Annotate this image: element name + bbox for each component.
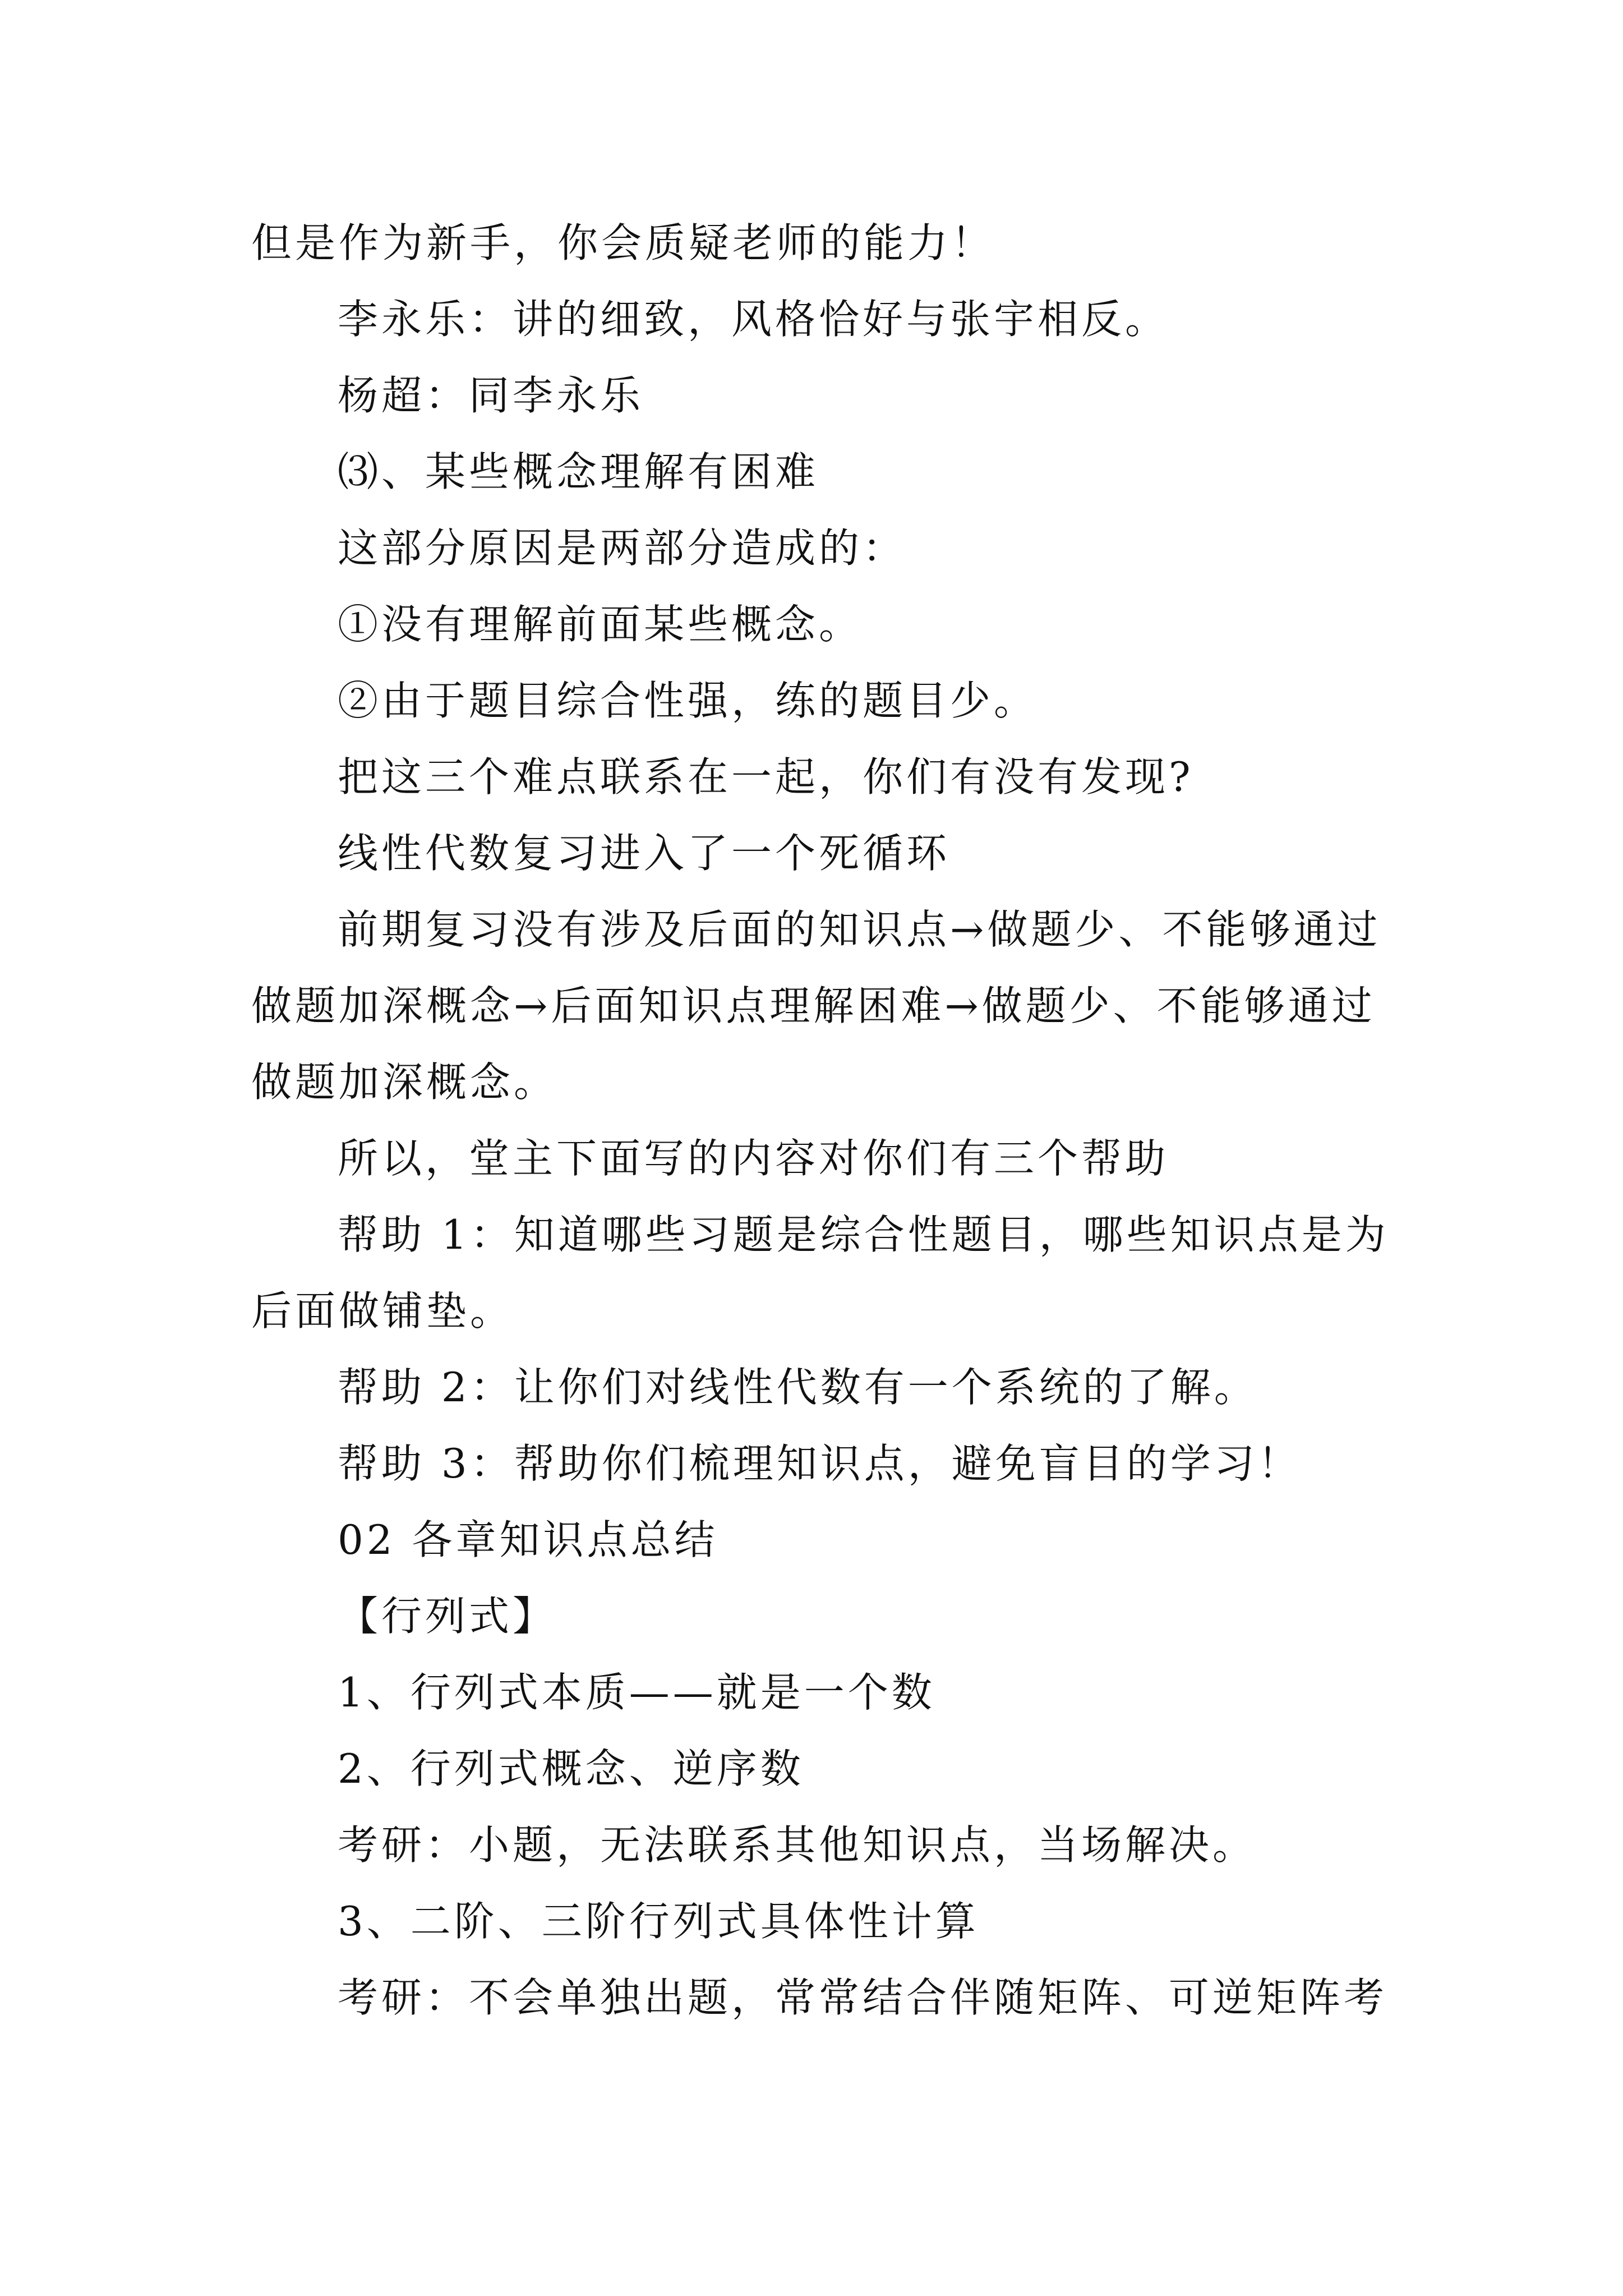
chapter-heading: 【行列式】	[338, 1593, 557, 1640]
text-line: 2、行列式概念、逆序数	[338, 1745, 804, 1792]
text-line: 做题加深概念。	[251, 1059, 558, 1106]
text-line: ②由于题目综合性强，练的题目少。	[338, 677, 1038, 724]
text-line: 考研：小题，无法联系其他知识点，当场解决。	[338, 1821, 1257, 1869]
text-line: 但是作为新手，你会质疑老师的能力！	[251, 219, 995, 266]
text-line: 做题加深概念→后面知识点理解困难→做题少、不能够通过	[251, 982, 1376, 1029]
text-line: ⑶、某些概念理解有困难	[338, 448, 819, 495]
text-line: 帮助 2：让你们对线性代数有一个系统的了解。	[338, 1364, 1258, 1411]
text-line: 线性代数复习进入了一个死循环	[338, 830, 951, 877]
text-line: 帮助 1：知道哪些习题是综合性题目，哪些知识点是为	[338, 1211, 1389, 1258]
text-line: 1、行列式本质——就是一个数	[338, 1669, 935, 1716]
text-line: 李永乐：讲的细致，风格恰好与张宇相反。	[338, 296, 1169, 343]
text-line: 所以，堂主下面写的内容对你们有三个帮助	[338, 1135, 1169, 1182]
text-line: 这部分原因是两部分造成的：	[338, 524, 907, 572]
text-line: 考研：不会单独出题，常常结合伴随矩阵、可逆矩阵考	[338, 1974, 1388, 2021]
text-line: 帮助 3：帮助你们梳理知识点，避免盲目的学习！	[338, 1440, 1302, 1487]
text-line: 3、二阶、三阶行列式具体性计算	[338, 1898, 979, 1945]
text-line: 把这三个难点联系在一起，你们有没有发现?	[338, 753, 1194, 800]
text-line: ①没有理解前面某些概念。	[338, 601, 863, 648]
text-line: 杨超：同李永乐	[338, 372, 644, 419]
section-heading: 02 各章知识点总结	[338, 1516, 718, 1563]
text-line: 后面做铺垫。	[251, 1287, 514, 1335]
text-line: 前期复习没有涉及后面的知识点→做题少、不能够通过	[338, 906, 1381, 953]
